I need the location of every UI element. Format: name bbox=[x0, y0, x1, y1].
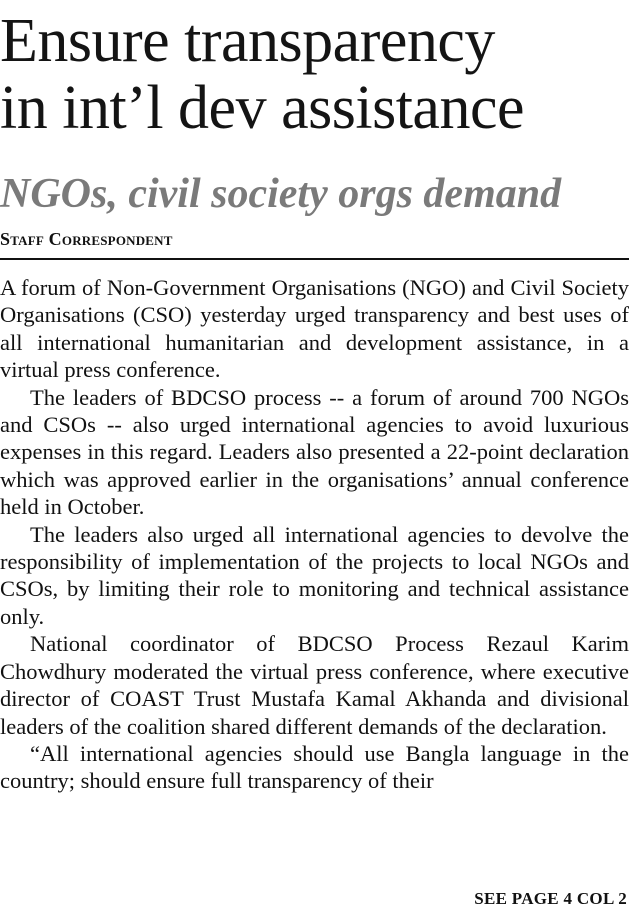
subheadline: NGOs, civil society orgs demand bbox=[0, 171, 562, 217]
headline-line-1: Ensure transparency bbox=[0, 7, 495, 75]
paragraph-3: The leaders also urged all international agencies to devolve the responsibility of implementation of the projects to local NGOs and CSOs, by limiting their role to monitoring and technical assistance only. bbox=[0, 521, 629, 629]
headline bbox=[0, 8, 629, 142]
paragraph-5: “All international agencies should use Bangla language in the country; should ensure full transparency of their bbox=[0, 740, 629, 794]
article-body bbox=[0, 274, 629, 795]
paragraph-2: The leaders of BDCSO process -- a forum of around 700 NGOs and CSOs -- also urged international agencies to avoid luxurious expenses in this regard. Leaders also presented a 22-point declaration which was approved earlier in the organisations’ annual conference held in October. bbox=[0, 384, 629, 520]
paragraph-4: National coordinator of BDCSO Process Rezaul Karim Chowdhury moderated the virtual press conference, where executive director of COAST Trust Mustafa Kamal Akhanda and divisional leaders of the coalition shared different demands of the declaration. bbox=[0, 631, 629, 739]
continuation-jump: SEE PAGE 4 COL 2 bbox=[474, 889, 627, 908]
headline-line-2: in int’l dev assistance bbox=[0, 74, 524, 142]
paragraph-1: A forum of Non-Government Organisations (NGO) and Civil Society Organisations (CSO) yesterday urged transparency and best uses of all international humanitarian and development assistance, in a virtual press conference. bbox=[0, 275, 629, 383]
byline: Staff Correspondent bbox=[0, 229, 173, 249]
byline-divider bbox=[0, 258, 629, 260]
